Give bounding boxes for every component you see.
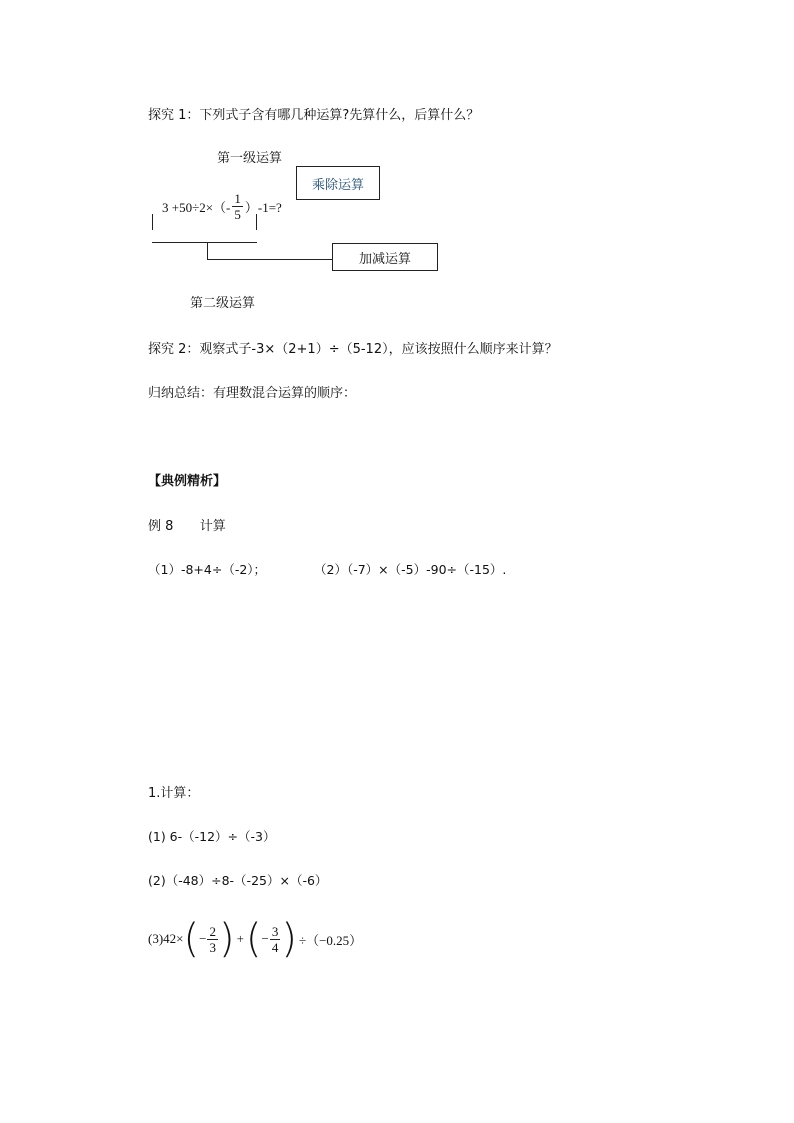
expr-fraction [232,192,243,221]
explore2-prompt: 探究 2：观察式子-3×（2+1）÷（5-12），应该按照什么顺序来计算？ [148,342,558,357]
item3-fraction-2 [270,925,281,954]
exercise-title: 1.计算： [148,786,200,801]
item3-plus: + [236,931,244,946]
item3-paren-close-2: ) [281,916,297,962]
connector-vertical [207,242,208,260]
level2-label: 第二级运算 [190,296,256,311]
item3-paren-close-1: ) [218,916,235,962]
item3-f2-sign: − [261,931,269,946]
item3-f2-den: 4 [271,939,279,955]
bracket-left-tick [152,214,153,230]
bracket-right-tick [256,214,257,230]
expr-frac-num: 1 [234,190,241,206]
item3-fraction-1 [207,925,218,954]
example-task: 计算 [199,519,226,534]
exercise-item-3 [148,915,362,963]
summary-prompt: 归纳总结：有理数混合运算的顺序： [148,386,357,401]
explore1-prompt: 探究 1：下列式子含有哪几种运算?先算什么，后算什么？ [148,108,480,123]
expr-end: ）-1=? [244,199,282,215]
item3-paren-open-2: ( [245,916,262,962]
item3-f1-sign: − [199,931,207,946]
add-sub-box: 加减运算 [332,243,438,271]
item3-paren-open-1: ( [183,916,200,962]
item3-f2-num: 3 [271,923,279,939]
expr-start: 3 +50÷2×（- [162,199,231,215]
example-problem-2: （2）（-7）×（-5）-90÷（-15）. [314,562,507,577]
item3-suffix: ÷（−0.25） [298,932,363,948]
example-problem-1: （1）-8+4÷（-2）； [148,562,267,577]
exercise-item-1: (1) 6-（-12）÷（-3） [148,829,276,844]
examples-heading: 【典例精析】 [148,474,227,489]
explore1-expression [162,186,282,226]
exercise-item-2: (2)（-48）÷8-（-25）×（-6） [148,873,328,888]
bracket-underline [152,242,257,243]
expr-frac-den: 5 [234,206,241,222]
example-8 [148,515,226,534]
item3-f1-num: 2 [209,923,216,939]
item3-f1-den: 3 [209,939,216,955]
item3-prefix: (3)42× [148,931,184,946]
level1-label: 第一级运算 [217,151,283,166]
connector-horizontal [207,259,332,260]
example-label: 例 8 [148,519,174,534]
mul-div-box: 乘除运算 [296,166,380,200]
